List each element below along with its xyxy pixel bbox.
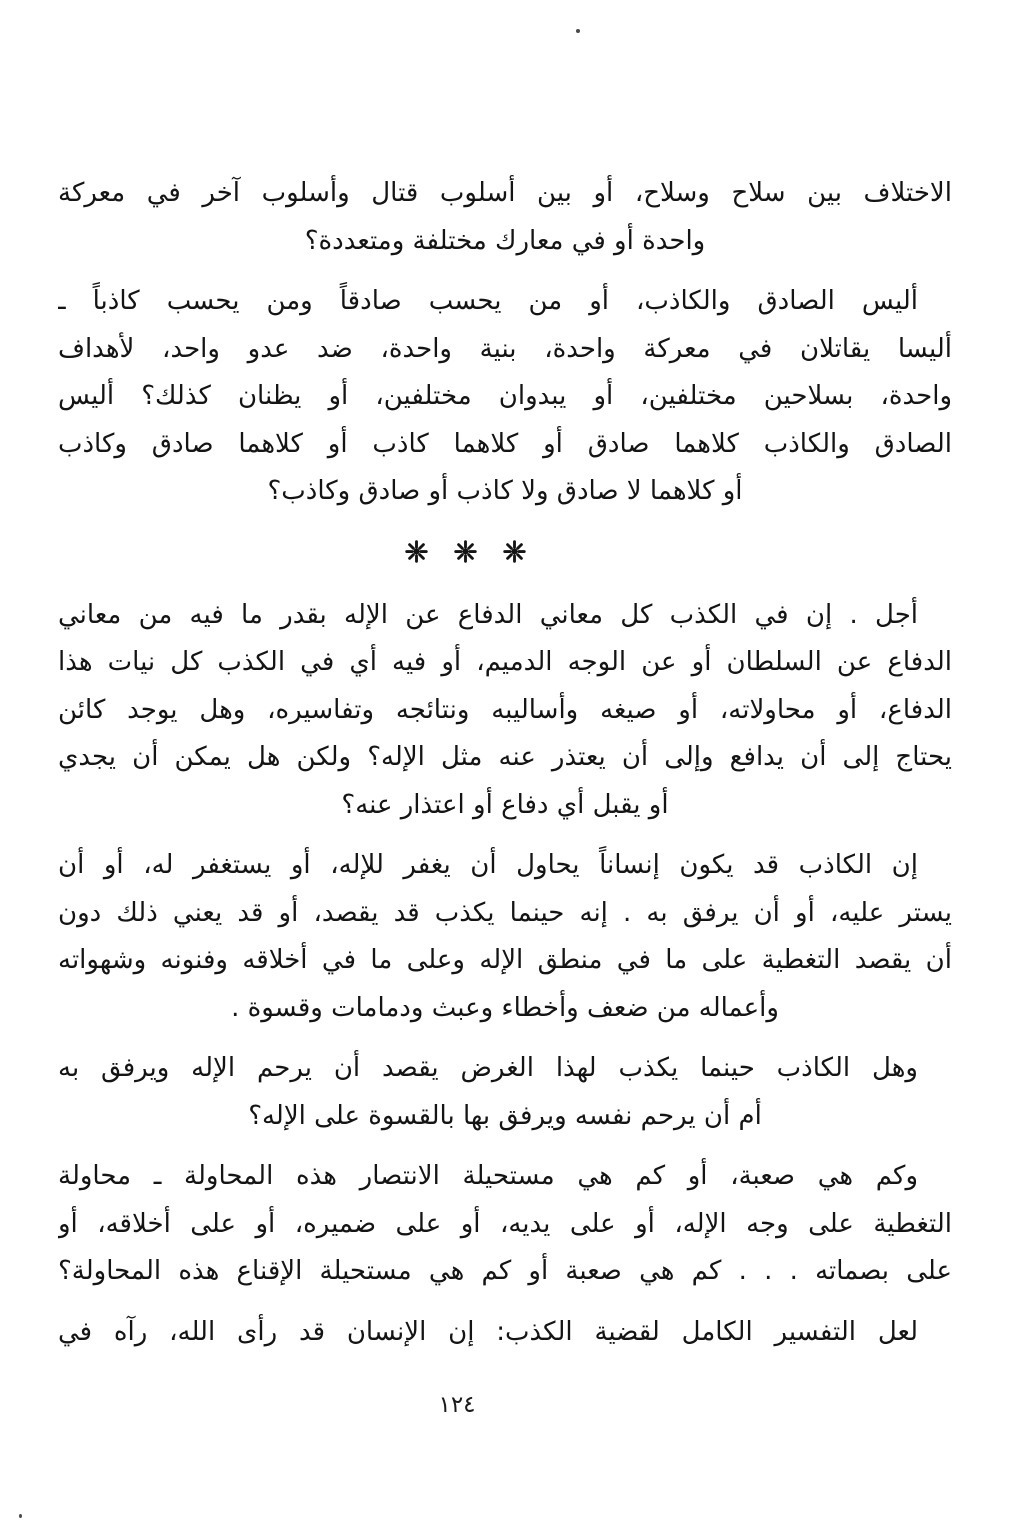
text-line: أم أن يرحم نفسه ويرفق بها بالقسوة على الإله؟: [248, 1100, 762, 1131]
text-line: الاختلاف بين سلاح وسلاح، أو بين أسلوب قتال وأسلوب آخر في معركة: [58, 178, 952, 208]
text-line: الدفاع، أو محاولاته، أو صيغه وأساليبه ونتائجه وتفاسيره، وهل يوجد كائن: [58, 694, 952, 725]
text-line: الصادق والكاذب كلاهما صادق أو كلاهما كاذب أو كلاهما صادق وكاذب: [58, 428, 952, 459]
text-line: على بصماته . . . كم هي صعبة أو كم هي مستحيلة الإقناع هذه المحاولة؟: [58, 1256, 952, 1286]
asterisk-icon: [454, 540, 477, 563]
section-separator: [18, 528, 912, 576]
text-line: واحدة، بسلاحين مختلفين، أو يبدوان مختلفين، أو يظنان كذلك؟ أليس: [58, 381, 952, 411]
page-footer: [0, 1392, 1024, 1418]
text-line: إن الكاذب قد يكون إنساناً يحاول أن يغفر للإله، أو يستغفر له، أو أن: [58, 850, 918, 880]
paragraph: [58, 842, 952, 1032]
text-line: أجل . إن في الكذب كل معاني الدفاع عن الإله بقدر ما فيه من معاني: [58, 599, 918, 630]
paragraph: [58, 592, 952, 830]
asterisk-icon: [405, 540, 428, 563]
text-line: يحتاج إلى أن يدافع وإلى أن يعتذر عنه مثل الإله؟ ولكن هل يمكن أن يجدي: [58, 742, 952, 772]
text-line: أليسا يقاتلان في معركة واحدة، بنية واحدة، ضد عدو واحد، لأهداف: [58, 333, 952, 364]
text-line: لعل التفسير الكامل لقضية الكذب: إن الإنسان قد رأى الله، رآه في: [58, 1316, 918, 1347]
ink-speck: [576, 29, 580, 33]
text-line: أن يقصد التغطية على ما في منطق الإله وعلى ما في أخلاقه وفنونه وشهواته: [58, 945, 952, 975]
text-line: التغطية على وجه الإله، أو على يديه، أو على ضميره، أو على أخلاقه، أو: [58, 1208, 952, 1239]
asterisk-icon: [503, 540, 526, 563]
paragraph: [58, 1309, 952, 1357]
paragraph: [58, 1045, 952, 1140]
paragraph: [58, 170, 952, 265]
ink-speck: [19, 1514, 22, 1518]
text-line: الدفاع عن السلطان أو عن الوجه الدميم، أو فيه أي في الكذب كل نيات هذا: [58, 647, 952, 677]
text-line: وهل الكاذب حينما يكذب لهذا الغرض يقصد أن يرحم الإله ويرفق به: [58, 1053, 918, 1083]
text-line: أو يقبل أي دفاع أو اعتذار عنه؟: [341, 789, 669, 820]
paragraph: [58, 1153, 952, 1296]
page-number: ١٢٤: [438, 1392, 476, 1418]
text-line: وكم هي صعبة، أو كم هي مستحيلة الانتصار هذه المحاولة ـ محاولة: [58, 1161, 918, 1191]
text-line: أو كلاهما لا صادق ولا كاذب أو صادق وكاذب؟: [267, 476, 743, 506]
text-line: واحدة أو في معارك مختلفة ومتعددة؟: [304, 225, 706, 256]
text-line: يستر عليه، أو أن يرفق به . إنه حينما يكذب قد يقصد، أو قد يعني ذلك دون: [58, 897, 952, 928]
text-line: أليس الصادق والكاذب، أو من يحسب صادقاً ومن يحسب كاذباً ـ: [58, 286, 918, 316]
paragraph: [58, 278, 952, 516]
text-line: وأعماله من ضعف وأخطاء وعبث ودمامات وقسوة .: [231, 992, 779, 1023]
